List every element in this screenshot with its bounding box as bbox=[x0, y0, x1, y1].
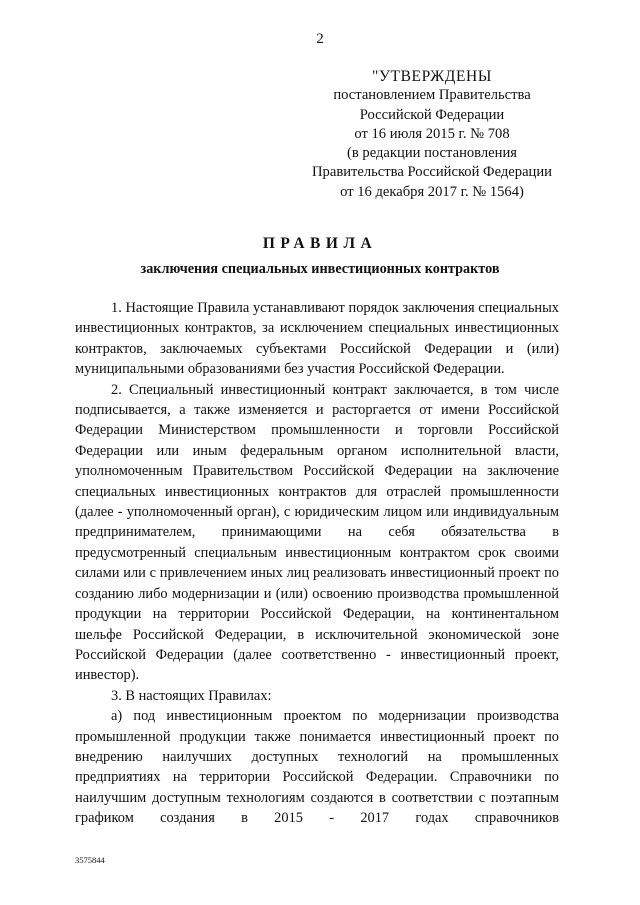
paragraph-3a: а) под инвестиционным проектом по модернизации производства промышленной продукции также понимается инвестиционный проект по внедрению наилучших доступных технологий на промышленных предприятиях на территории Российской Федерации. Справочники по наилучшим доступным технологиям создаются в соответствии с поэтапным графиком создания в 2015 - 2017 годах справочников bbox=[75, 708, 559, 827]
page-number: 2 bbox=[316, 31, 324, 47]
approval-line: (в редакции постановления bbox=[347, 145, 517, 162]
approval-line: Правительства Российской Федерации bbox=[312, 164, 552, 181]
paragraph-2: 2. Специальный инвестиционный контракт заключается, в том числе подписывается, а также изменяется и расторгается от имени Российской Федерации Министерством промышленности и торговли Российской Федерации или иным федеральным органом исполнительной власти, уполномоченным Правительством Российской Федерации на заключение специальных инвестиционных контрактов для отраслей промышленности (далее - уполномоченный орган), с юридическим лицом или индивидуальным предпринимателем, принимающими на себя обязательства в предусмотренный специальным инвестиционным контрактом срок своими силами или с привлечением иных лиц реализовать инвестиционный проект по созданию либо модернизации и (или) освоению производства промышленной продукции на территории Российской Федерации, на континентальном шельфе Российской Федерации, в исключительной экономической зоне Российской Федерации (далее соответственно - инвестиционный проект, инвестор). bbox=[75, 381, 559, 684]
approval-line: Российской Федерации bbox=[359, 106, 505, 123]
approval-line: постановлением Правительства bbox=[333, 87, 531, 104]
approval-line: от 16 июля 2015 г. № 708 bbox=[354, 125, 510, 142]
approval-line: от 16 декабря 2017 г. № 1564) bbox=[340, 183, 524, 200]
paragraph-3: 3. В настоящих Правилах: bbox=[111, 687, 272, 704]
document-title: ПРАВИЛА bbox=[262, 235, 378, 252]
document-body bbox=[75, 298, 559, 829]
document-subtitle: заключения специальных инвестиционных контрактов bbox=[140, 261, 500, 277]
approval-block bbox=[300, 67, 564, 202]
document-code: 3575844 bbox=[75, 855, 105, 865]
approval-heading: "УТВЕРЖДЕНЫ bbox=[372, 68, 492, 85]
paragraph-1: 1. Настоящие Правила устанавливают порядок заключения специальных инвестиционных контрактов, за исключением специальных инвестиционных контрактов, заключаемых субъектами Российской Федерации и (или) муниципальными образованиями без участия Российской Федерации. bbox=[75, 300, 559, 378]
